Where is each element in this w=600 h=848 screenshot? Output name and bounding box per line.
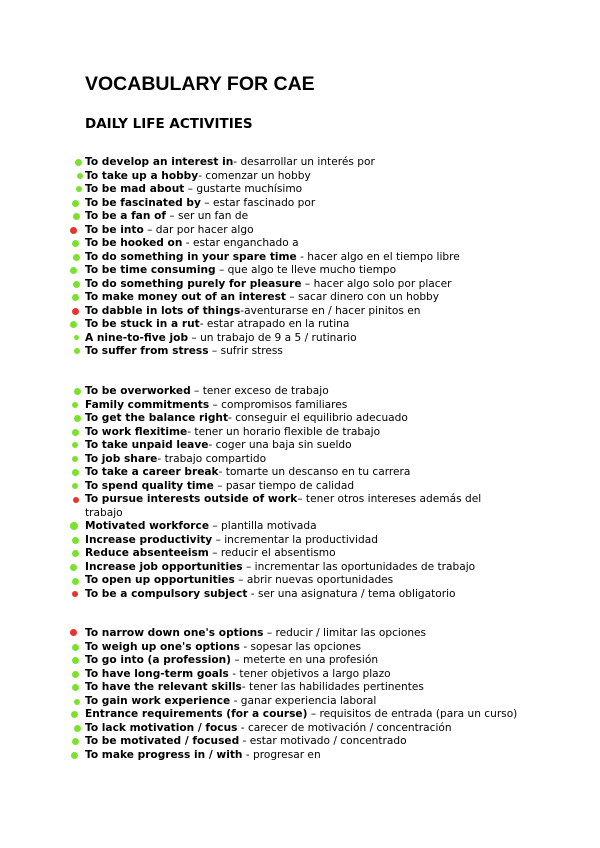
green-marker-dot-icon bbox=[72, 429, 79, 436]
vocab-term: To do something purely for pleasure bbox=[85, 277, 302, 290]
vocab-translation: – requisitos de entrada (para un curso) bbox=[307, 708, 518, 720]
vocab-translation: – sufrir stress bbox=[208, 345, 283, 357]
red-marker-dot-icon bbox=[72, 308, 79, 315]
red-marker-dot-icon bbox=[73, 497, 79, 503]
vocabulary-section-2 bbox=[0, 385, 600, 601]
section-subtitle: DAILY LIFE ACTIVITIES bbox=[85, 116, 253, 132]
vocab-term: Increase productivity bbox=[85, 533, 213, 546]
vocab-term: To take a career break bbox=[85, 466, 219, 478]
vocab-translation: – dar por hacer algo bbox=[143, 223, 254, 236]
vocab-translation: - progresar en bbox=[242, 748, 321, 761]
vocab-entry bbox=[0, 183, 600, 197]
vocab-translation: – pasar tiempo de calidad bbox=[213, 479, 355, 492]
vocab-translation: – reducir el absentismo bbox=[208, 547, 336, 559]
vocab-term: To take unpaid leave bbox=[85, 439, 209, 451]
green-marker-dot-icon bbox=[74, 699, 80, 705]
vocab-entry bbox=[0, 156, 600, 170]
vocab-translation: - coger una baja sin sueldo bbox=[208, 439, 352, 451]
vocab-entry bbox=[0, 480, 600, 494]
vocab-translation: – meterte en una profesión bbox=[231, 654, 379, 666]
vocab-translation: - tener las habilidades pertinentes bbox=[241, 681, 424, 693]
vocab-entry bbox=[0, 399, 600, 413]
green-marker-dot-icon bbox=[70, 522, 78, 530]
vocab-term: Increase job opportunities bbox=[85, 560, 243, 573]
green-marker-dot-icon bbox=[72, 200, 79, 207]
vocab-translation: – un trabajo de 9 a 5 / rutinario bbox=[188, 331, 357, 344]
vocab-translation: - tener un horario flexible de trabajo bbox=[187, 425, 381, 438]
vocab-term: To be fascinated by bbox=[85, 196, 201, 209]
vocab-translation: – compromisos familiares bbox=[209, 398, 348, 411]
vocab-translation: – tener exceso de trabajo bbox=[190, 385, 329, 397]
vocab-term: To be overworked bbox=[85, 385, 191, 397]
vocab-entry bbox=[0, 251, 600, 265]
vocab-entry bbox=[0, 695, 600, 709]
green-marker-dot-icon bbox=[72, 456, 78, 462]
green-marker-dot-icon bbox=[71, 711, 78, 718]
green-marker-dot-icon bbox=[72, 657, 79, 664]
vocab-entry bbox=[0, 534, 600, 548]
vocabulary-section-3 bbox=[0, 627, 600, 762]
vocab-entry bbox=[0, 332, 600, 346]
vocabulary-section-1 bbox=[0, 156, 600, 359]
green-marker-dot-icon bbox=[74, 388, 81, 395]
vocab-term: To be hooked on bbox=[85, 237, 183, 249]
vocab-term: To open up opportunities bbox=[85, 574, 235, 586]
green-marker-dot-icon bbox=[71, 752, 78, 759]
vocab-term: To do something in your spare time bbox=[85, 250, 297, 263]
vocab-entry bbox=[0, 668, 600, 682]
vocab-entry bbox=[0, 197, 600, 211]
red-marker-dot-icon bbox=[70, 629, 77, 636]
vocab-translation: – abrir nuevas oportunidades bbox=[234, 574, 394, 586]
vocab-translation: – gustarte muchísimo bbox=[184, 183, 303, 195]
green-marker-dot-icon bbox=[74, 725, 81, 732]
vocab-entry bbox=[0, 170, 600, 184]
vocab-translation: - tener objetivos a largo plazo bbox=[228, 667, 391, 680]
vocab-entry bbox=[0, 318, 600, 332]
vocab-term: Motivated workforce bbox=[85, 520, 210, 532]
vocab-translation: – incrementar la productividad bbox=[212, 533, 378, 546]
vocab-translation: - hacer algo en el tiempo libre bbox=[296, 250, 460, 263]
vocab-term: To be into bbox=[85, 223, 144, 236]
vocab-entry bbox=[0, 749, 600, 763]
vocab-entry bbox=[0, 627, 600, 641]
vocab-translation: – hacer algo solo por placer bbox=[301, 277, 452, 290]
vocab-entry bbox=[0, 237, 600, 251]
vocab-term: A nine-to-five job bbox=[85, 331, 189, 344]
vocab-term: Entrance requirements (for a course) bbox=[85, 708, 308, 720]
green-marker-dot-icon bbox=[72, 684, 79, 691]
vocab-translation: - estar enganchado a bbox=[182, 237, 299, 249]
vocab-entry bbox=[0, 735, 600, 749]
document-title: VOCABULARY FOR CAE bbox=[85, 73, 315, 95]
vocab-translation: – incrementar las oportunidades de trabajo bbox=[242, 560, 476, 573]
vocab-term: To lack motivation / focus bbox=[85, 721, 238, 734]
vocab-translation: - tomarte un descanso en tu carrera bbox=[218, 466, 411, 478]
vocab-translation: - carecer de motivación / concentración bbox=[237, 721, 452, 734]
green-marker-dot-icon bbox=[72, 240, 79, 247]
vocab-entry bbox=[0, 547, 600, 561]
vocab-term: Reduce absenteeism bbox=[85, 547, 209, 559]
vocab-term: To be a compulsory subject bbox=[85, 587, 248, 600]
green-marker-dot-icon bbox=[77, 173, 83, 179]
green-marker-dot-icon bbox=[72, 442, 78, 448]
vocab-entry bbox=[0, 291, 600, 305]
vocab-translation: - ser una asignatura / tema obligatorio bbox=[247, 587, 456, 600]
vocab-translation: - estar atrapado en la rutina bbox=[199, 318, 350, 330]
vocab-term: To take up a hobby bbox=[85, 169, 199, 182]
vocab-term: To have long-term goals bbox=[85, 667, 229, 680]
vocab-translation: - conseguir el equilibrio adecuado bbox=[228, 412, 408, 424]
green-marker-dot-icon bbox=[70, 267, 77, 274]
red-marker-dot-icon bbox=[70, 227, 77, 234]
green-marker-dot-icon bbox=[70, 564, 77, 571]
vocab-entry bbox=[0, 681, 600, 695]
green-marker-dot-icon bbox=[72, 644, 79, 651]
vocab-entry bbox=[0, 453, 600, 467]
vocab-term: To get the balance right bbox=[85, 412, 229, 424]
vocab-term: To be motivated / focused bbox=[85, 735, 240, 747]
vocab-term: To make money out of an interest bbox=[85, 291, 286, 303]
vocab-translation: – reducir / limitar las opciones bbox=[263, 627, 427, 639]
vocab-term: To be a fan of bbox=[85, 210, 166, 222]
vocab-term: To narrow down one's options bbox=[85, 627, 264, 639]
vocab-term: To dabble in lots of things bbox=[85, 304, 241, 317]
vocab-entry bbox=[0, 654, 600, 668]
green-marker-dot-icon bbox=[70, 321, 77, 328]
green-marker-dot-icon bbox=[72, 469, 79, 476]
green-marker-dot-icon bbox=[73, 281, 80, 288]
green-marker-dot-icon bbox=[75, 159, 82, 166]
vocab-term: To job share bbox=[85, 452, 158, 465]
green-marker-dot-icon bbox=[72, 578, 79, 585]
vocab-translation: – que algo te lleve mucho tiempo bbox=[215, 264, 397, 276]
vocab-translation: - ganar experiencia laboral bbox=[230, 694, 377, 707]
vocab-entry bbox=[0, 439, 600, 453]
vocab-translation: - trabajo compartido bbox=[157, 452, 267, 465]
vocab-entry bbox=[0, 641, 600, 655]
vocab-entry bbox=[0, 278, 600, 292]
vocab-entry bbox=[0, 722, 600, 736]
green-marker-dot-icon bbox=[74, 335, 79, 340]
vocab-entry bbox=[0, 426, 600, 440]
green-marker-dot-icon bbox=[73, 213, 80, 220]
vocab-entry bbox=[0, 561, 600, 575]
green-marker-dot-icon bbox=[76, 186, 82, 192]
vocab-translation: - sopesar las opciones bbox=[239, 640, 362, 653]
vocab-term: Family commitments bbox=[85, 398, 210, 411]
vocab-translation: – estar fascinado por bbox=[200, 196, 316, 209]
vocab-translation: – plantilla motivada bbox=[209, 520, 317, 532]
green-marker-dot-icon bbox=[72, 402, 78, 408]
vocab-entry bbox=[0, 224, 600, 238]
vocab-translation: - estar motivado / concentrado bbox=[239, 735, 407, 747]
vocab-translation: – ser un fan de bbox=[165, 210, 249, 222]
green-marker-dot-icon bbox=[72, 537, 79, 544]
green-marker-dot-icon bbox=[72, 738, 79, 745]
vocab-term: To make progress in / with bbox=[85, 748, 243, 761]
vocab-term: To suffer from stress bbox=[85, 345, 209, 357]
vocab-translation: - comenzar un hobby bbox=[198, 169, 311, 182]
vocab-translation: -aventurarse en / hacer pinitos en bbox=[240, 304, 421, 317]
vocab-term: To weigh up one's options bbox=[85, 640, 240, 653]
vocab-term: To be stuck in a rut bbox=[85, 318, 200, 330]
vocab-term: To go into (a profession) bbox=[85, 654, 231, 666]
green-marker-dot-icon bbox=[72, 483, 78, 489]
vocab-term: To gain work experience bbox=[85, 694, 231, 707]
vocab-entry bbox=[0, 412, 600, 426]
vocab-entry bbox=[0, 520, 600, 534]
vocab-entry bbox=[0, 588, 600, 602]
vocab-translation: – tener otros intereses además del trabajo bbox=[85, 493, 482, 519]
vocab-entry bbox=[0, 210, 600, 224]
green-marker-dot-icon bbox=[74, 415, 81, 422]
vocab-entry bbox=[0, 345, 600, 359]
vocab-entry bbox=[0, 264, 600, 278]
vocab-term: To spend quality time bbox=[85, 479, 214, 492]
vocab-translation: – sacar dinero con un hobby bbox=[285, 291, 440, 303]
vocab-translation: - desarrollar un interés por bbox=[233, 156, 375, 168]
green-marker-dot-icon bbox=[74, 348, 80, 354]
vocab-term: To work flexitime bbox=[85, 425, 188, 438]
vocab-entry bbox=[0, 466, 600, 480]
vocab-entry bbox=[0, 493, 600, 520]
vocab-term: To be time consuming bbox=[85, 264, 216, 276]
green-marker-dot-icon bbox=[72, 550, 79, 557]
vocab-term: To have the relevant skills bbox=[85, 681, 242, 693]
green-marker-dot-icon bbox=[72, 294, 79, 301]
vocab-term: To pursue interests outside of work bbox=[85, 493, 298, 505]
vocab-entry bbox=[0, 708, 600, 722]
green-marker-dot-icon bbox=[72, 671, 79, 678]
vocab-term: To be mad about bbox=[85, 183, 185, 195]
vocab-term: To develop an interest in bbox=[85, 156, 234, 168]
green-marker-dot-icon bbox=[73, 254, 80, 261]
vocab-entry bbox=[0, 385, 600, 399]
red-marker-dot-icon bbox=[72, 591, 78, 597]
vocab-entry bbox=[0, 574, 600, 588]
vocab-entry bbox=[0, 305, 600, 319]
